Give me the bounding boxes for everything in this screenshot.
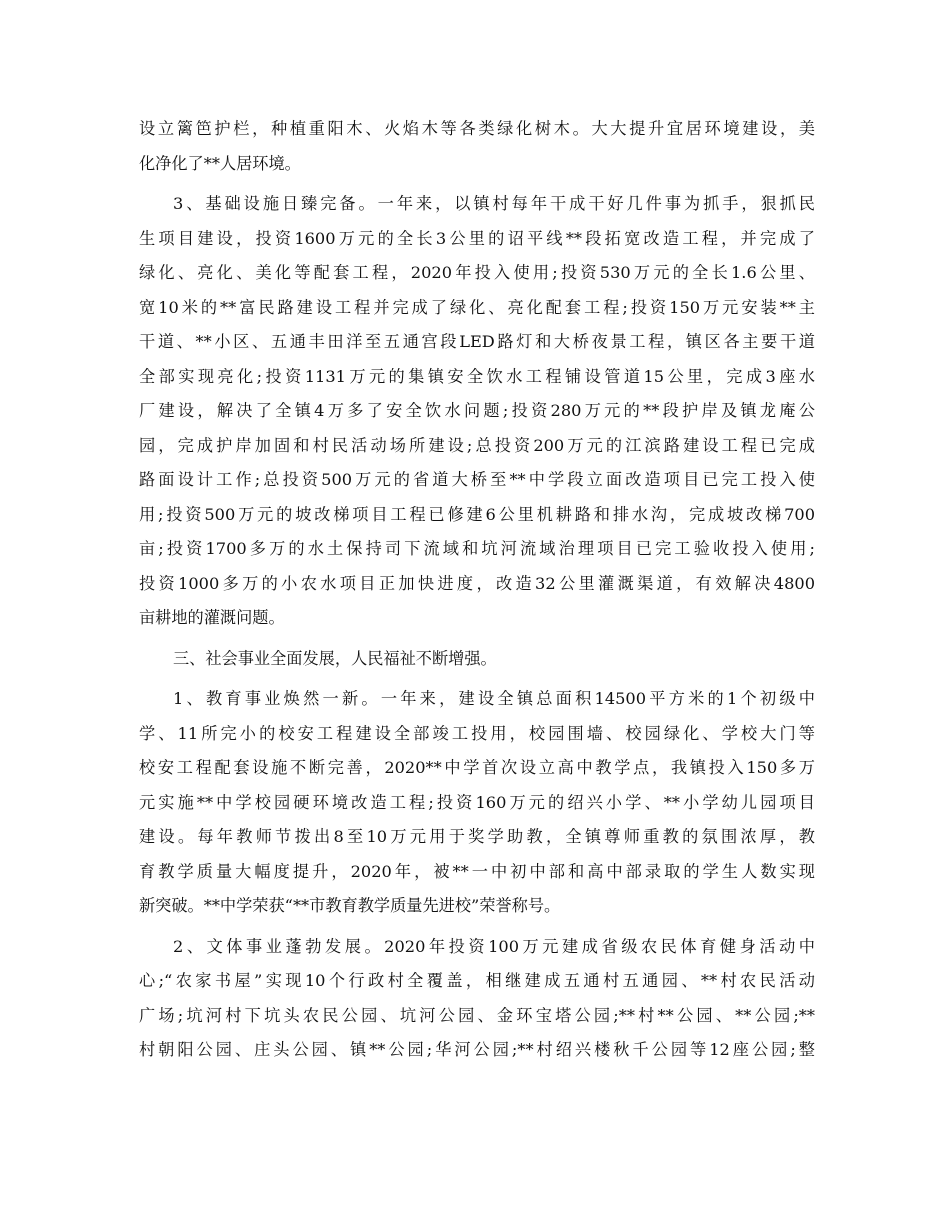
text-line: 全部实现亮化;投资1131万元的集镇安全饮水工程铺设管道15公里，完成3座水 bbox=[139, 366, 815, 386]
text-line: 生项目建设，投资1600万元的全长3公里的诏平线**段拓宽改造工程，并完成了 bbox=[139, 228, 815, 248]
text-line: 设立篱笆护栏，种植重阳木、火焰木等各类绿化树木。大大提升宜居环境建设，美 bbox=[139, 119, 815, 138]
text-line: 学、11所完小的校安工程建设全部竣工投用，校园围墙、校园绿化、学校大门等 bbox=[139, 723, 815, 743]
text-line: 三、社会事业全面发展，人民福祉不断增强。 bbox=[173, 648, 497, 668]
text-line: 育教学质量大幅度提升，2020年，被**一中初中部和高中部录取的学生人数实现 bbox=[139, 861, 815, 881]
text-line: 亩;投资1700多万的水土保持司下流域和坑河流域治理项目已完工验收投入使用; bbox=[139, 539, 815, 558]
paragraph-infrastructure bbox=[139, 187, 815, 636]
text-line: 校安工程配套设施不断完善，2020**中学首次设立高中教学点，我镇投入150多万 bbox=[139, 758, 815, 777]
paragraph-culture-sports bbox=[139, 930, 815, 1068]
text-line: 村朝阳公园、庄头公园、镇**公园;华河公园;**村绍兴楼秋千公园等12座公园;整 bbox=[139, 1040, 815, 1059]
text-line: 2、文体事业蓬勃发展。2020年投资100万元建成省级农民体育健身活动中 bbox=[173, 936, 815, 956]
text-line: 绿化、亮化、美化等配套工程，2020年投入使用;投资530万元的全长1.6公里、 bbox=[139, 263, 815, 282]
text-line: 新突破。**中学荣获“**市教育教学质量先进校”荣誉称号。 bbox=[139, 896, 561, 915]
paragraph-greening bbox=[139, 112, 815, 181]
document-page bbox=[139, 112, 815, 1068]
text-line: 路面设计工作;总投资500万元的省道大桥至**中学段立面改造项目已完工投入使 bbox=[139, 470, 815, 489]
text-line: 广场;坑河村下坑头农民公园、坑河公园、金环宝塔公园;**村**公园、**公园;** bbox=[139, 1005, 815, 1025]
text-line: 厂建设，解决了全镇4万多了安全饮水问题;投资280万元的**段护岸及镇龙庵公 bbox=[139, 401, 815, 420]
text-line: 干道、**小区、五通丰田洋至五通宫段LED路灯和大桥夜景工程，镇区各主要干道 bbox=[139, 332, 815, 351]
text-line: 心;“农家书屋”实现10个行政村全覆盖，相继建成五通村五通园、**村农民活动 bbox=[139, 971, 815, 990]
text-line: 建设。每年教师节拨出8至10万元用于奖学助教，全镇尊师重教的氛围浓厚，教 bbox=[139, 827, 815, 846]
paragraph-education bbox=[139, 682, 815, 924]
text-line: 亩耕地的灌溉问题。 bbox=[139, 608, 285, 627]
text-line: 3、基础设施日臻完备。一年来，以镇村每年干成干好几件事为抓手，狠抓民 bbox=[173, 194, 815, 213]
text-line: 宽10米的**富民路建设工程并完成了绿化、亮化配套工程;投资150万元安装**主 bbox=[139, 297, 815, 317]
text-line: 用;投资500万元的坡改梯项目工程已修建6公里机耕路和排水沟，完成坡改梯700 bbox=[139, 504, 815, 524]
text-line: 1、教育事业焕然一新。一年来，建设全镇总面积14500平方米的1个初级中 bbox=[173, 689, 815, 708]
text-line: 投资1000多万的小农水项目正加快进度，改造32公里灌溉渠道，有效解决4800 bbox=[139, 573, 815, 593]
text-line: 化净化了**人居环境。 bbox=[139, 153, 301, 173]
text-line: 元实施**中学校园硬环境改造工程;投资160万元的绍兴小学、**小学幼儿园项目 bbox=[139, 792, 815, 812]
section-heading bbox=[139, 642, 815, 677]
text-line: 园，完成护岸加固和村民活动场所建设;总投资200万元的江滨路建设工程已完成 bbox=[139, 435, 815, 455]
